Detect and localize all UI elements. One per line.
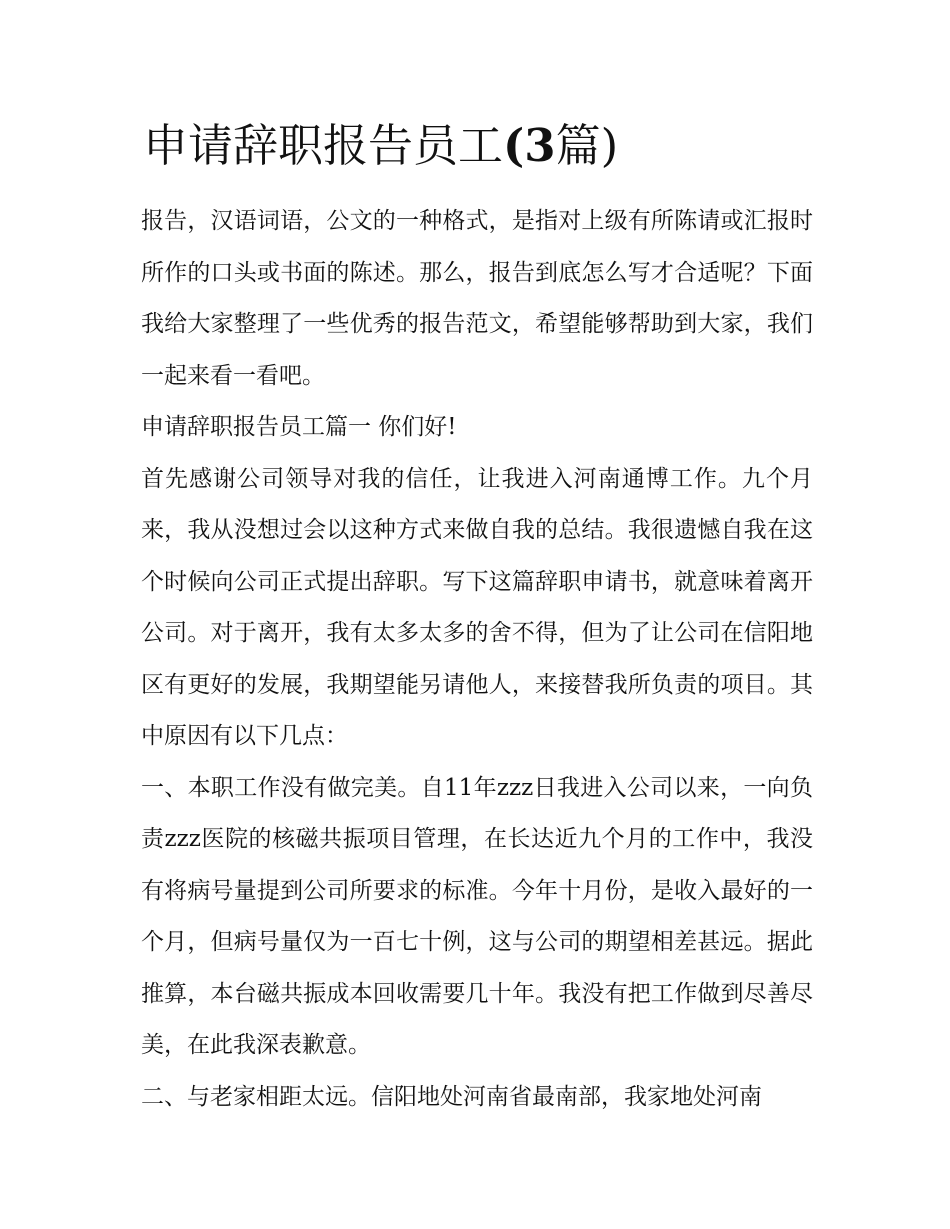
body-paragraph: 二、与老家相距太远。信阳地处河南省最南部，我家地处河南 (141, 1083, 762, 1110)
page-title (143, 114, 843, 178)
body-paragraph: 一、本职工作没有做完美。自11年zzz日我进入公司以来，一向负责zzz医院的核磁共振项目管理，在长达近九个月的工作中，我没有将病号量提到公司所要求的标准。今年十月份，是收入最好的一个月，但病号量仅为一百七十例，这与公司的期望相差甚远。据此推算，本台磁共振成本回收需要几十年。我没有把工作做到尽善尽美，在此我深表歉意。 (141, 774, 813, 1058)
body-paragraph: 首先感谢公司领导对我的信任，让我进入河南通博工作。九个月来，我从没想过会以这种方式来做自我的总结。我很遗憾自我在这个时候向公司正式提出辞职。写下这篇辞职申请书，就意味着离开公司。对于离开，我有太多太多的舍不得，但为了让公司在信阳地区有更好的发展，我期望能另请他人，来接替我所负责的项目。其中原因有以下几点： (141, 465, 813, 749)
document-body (141, 196, 813, 1123)
title-count: (3 (503, 119, 556, 172)
title-main: 申请辞职报告员工 (143, 119, 504, 172)
title-suffix: 篇) (555, 119, 619, 172)
intro-paragraph: 报告，汉语词语，公文的一种格式，是指对上级有所陈请或汇报时所作的口头或书面的陈述。那么，报告到底怎么写才合适呢？下面我给大家整理了一些优秀的报告范文，希望能够帮助到大家，我们一起来看一看吧。 (141, 208, 813, 389)
section-heading-paragraph: 申请辞职报告员工篇一 你们好! (141, 414, 457, 440)
